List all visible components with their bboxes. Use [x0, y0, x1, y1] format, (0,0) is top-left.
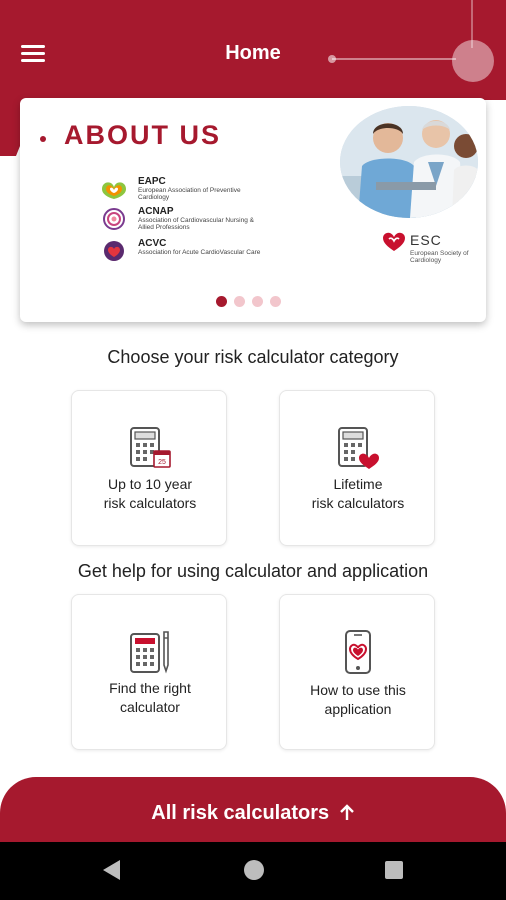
calculator-pen-icon [128, 629, 172, 675]
home-icon[interactable] [244, 860, 264, 880]
system-navigation-bar [0, 842, 506, 900]
card-label: Lifetime risk calculators [311, 476, 405, 511]
card-label: Find the right calculator [109, 680, 191, 715]
card-how-to-use[interactable] [279, 594, 435, 750]
calculator-heart-icon [336, 425, 380, 471]
association-acvc [98, 238, 298, 266]
card-lifetime[interactable] [279, 390, 435, 546]
acvc-logo-icon [98, 240, 130, 262]
association-eapc [98, 176, 298, 204]
section-heading-categories: Choose your risk calculator category [107, 347, 399, 367]
eapc-logo-icon [98, 178, 130, 200]
association-subtitle: Association of Cardiovascular Nursing & Allied Professions [138, 217, 254, 231]
all-risk-calculators-label: All risk calculators [151, 802, 330, 824]
card-find-right-calculator[interactable] [71, 594, 227, 750]
about-us-banner[interactable] [20, 98, 486, 322]
calculator-calendar-icon [128, 425, 172, 471]
association-subtitle: European Association of Preventive Cardiology [138, 187, 241, 201]
pager-dot-4[interactable] [270, 296, 281, 307]
bullet-dot [40, 136, 46, 142]
section-heading-help: Get help for using calculator and application [77, 561, 429, 581]
phone-heart-icon [336, 629, 380, 675]
pager-dot-1[interactable] [216, 296, 227, 307]
svg-text:25: 25 [158, 459, 166, 466]
association-name: EAPC [138, 176, 166, 187]
banner-heading: ABOUT US [64, 120, 221, 150]
carousel-pager[interactable] [216, 296, 296, 308]
esc-logo [382, 230, 482, 270]
page-title: Home [225, 42, 281, 64]
back-icon[interactable] [103, 860, 120, 880]
esc-name: ESC [410, 232, 442, 248]
pager-dot-2[interactable] [234, 296, 245, 307]
arrow-up-icon [339, 804, 355, 822]
all-risk-calculators-row [0, 801, 506, 825]
doctors-photo [340, 106, 478, 218]
card-label: Up to 10 year risk calculators [103, 476, 197, 511]
card-label: How to use this application [310, 682, 406, 717]
association-subtitle: Association for Acute CardioVascular Care [138, 249, 261, 256]
association-acnap [98, 206, 298, 234]
recents-icon[interactable] [385, 861, 403, 879]
pager-dot-3[interactable] [252, 296, 263, 307]
esc-subtitle: European Society of Cardiology [410, 250, 469, 264]
acnap-logo-icon [98, 208, 130, 230]
association-name: ACNAP [138, 206, 174, 217]
esc-heart-icon [382, 232, 406, 252]
card-up-to-10-year[interactable] [71, 390, 227, 546]
association-name: ACVC [138, 238, 167, 249]
